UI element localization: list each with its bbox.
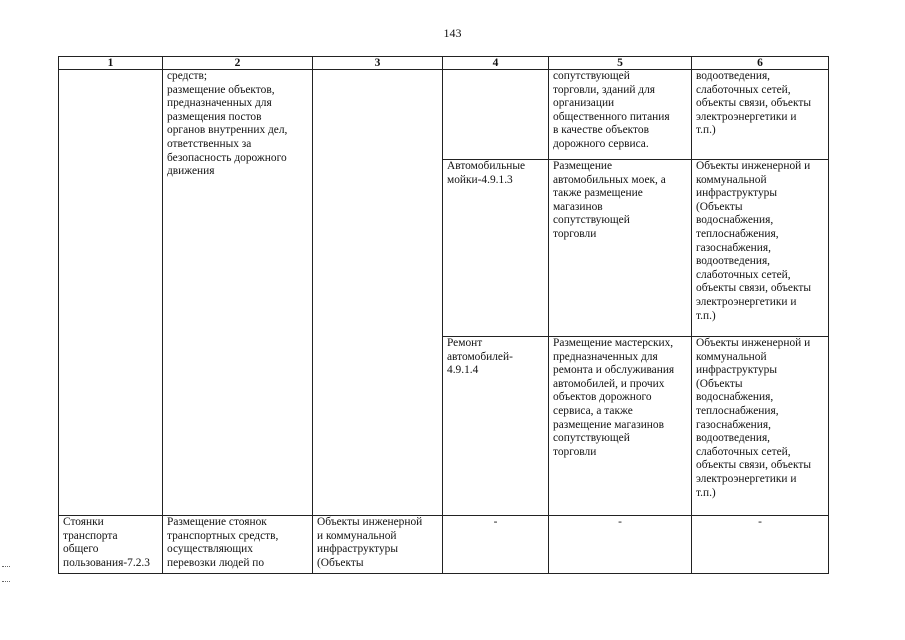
table-cell: Размещение автомобильных моек, а также размещение магазинов сопутствующей торговли — [549, 160, 692, 337]
table-cell: Размещение стоянок транспортных средств, осуществляющих перевозки людей по — [163, 516, 313, 574]
margin-mark — [2, 566, 10, 582]
table-cell: Ремонт автомобилей- 4.9.1.4 — [443, 337, 549, 516]
column-header: 6 — [692, 57, 829, 70]
column-header: 2 — [163, 57, 313, 70]
page-number: 143 — [443, 26, 462, 40]
table-cell: водоотведения, слаботочных сетей, объекты связи, объекты электроэнергетики и т.п.) — [692, 70, 829, 160]
table-row — [59, 516, 829, 574]
column-header: 5 — [549, 57, 692, 70]
table-cell: - — [692, 516, 829, 574]
table-cell — [313, 70, 443, 516]
column-header: 3 — [313, 57, 443, 70]
table-cell: Стоянки транспорта общего пользования-7.2.3 — [59, 516, 163, 574]
table-cell — [59, 70, 163, 516]
column-header: 1 — [59, 57, 163, 70]
table-cell: Объекты инженерной и коммунальной инфраструктуры (Объекты — [313, 516, 443, 574]
land-use-table — [58, 56, 829, 574]
column-header: 4 — [443, 57, 549, 70]
table-header-row — [59, 57, 829, 70]
table-cell: Автомобильные мойки-4.9.1.3 — [443, 160, 549, 337]
table-row — [59, 70, 829, 160]
table-cell: - — [549, 516, 692, 574]
table-cell: Размещение мастерских, предназначенных для ремонта и обслуживания автомобилей, и прочих объектов дорожного сервиса, а также размещение магазинов сопутствующей торговли — [549, 337, 692, 516]
table-cell: Объекты инженерной и коммунальной инфраструктуры (Объекты водоснабжения, теплоснабжения, газоснабжения, водоотведения, слаботочных сетей, объекты связи, объекты электроэнергетики и т.п.) — [692, 337, 829, 516]
table-cell — [443, 70, 549, 160]
table-cell: Объекты инженерной и коммунальной инфраструктуры (Объекты водоснабжения, теплоснабжения, газоснабжения, водоотведения, слаботочных сетей, объекты связи, объекты электроэнергетики и т.п.) — [692, 160, 829, 337]
table-cell: - — [443, 516, 549, 574]
table-cell: сопутствующей торговли, зданий для организации общественного питания в качестве объектов дорожного сервиса. — [549, 70, 692, 160]
table-cell: средств; размещение объектов, предназначенных для размещения постов органов внутренних дел, ответственных за безопасность дорожного движения — [163, 70, 313, 516]
